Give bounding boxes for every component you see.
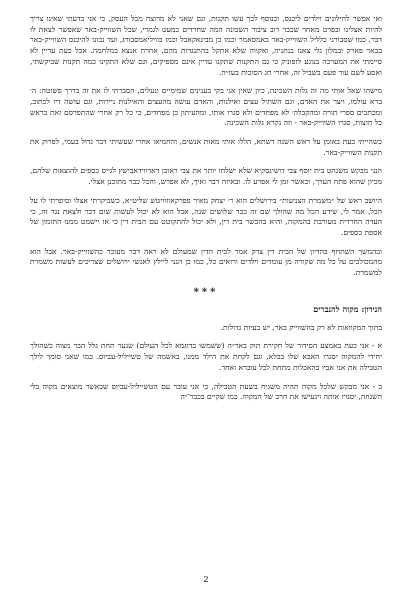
- paragraph: כשהייתי כעת באומן על ראש השנה דשתא, הללו אותי מאות אנשים, והחמיאו אחרי שעשיתי דבר גדול בעמי, לפרוק את תקנות השווייק-באר.: [30, 137, 382, 157]
- paragraph: ב - אני מבקש שלכל מקוה תהיה משגיח בשעת הטבילה, כי אני עובר עם הטשייליל-עביוס שכאשר מוצאים מקוה בלי השגחה, יסגרו אותה וינעישו את הרב של המקוה. כמו שקיים בכבר־יה: [30, 381, 382, 402]
- paragraph: א - אני כעת באמצע הסידור של חקירת תוק באר״ה (ששמשו בדוגמא לכל העולם) שגער תחת גלל הבר מצוה כשהולך יחידי להמקוה יסגרו האבא שלו בכלא, וגם לקחת את הילד ממנו, באשמה של טשייליל-עביוס. כמו שאני סומך לילך הטבילה את אני אביו בהאכלות מתחת לכל עוברא ואחד.: [30, 341, 382, 372]
- paragraph: בתוך המקוואות לא רק בהשווייק באר, יש בעיות גדולות.: [220, 322, 382, 332]
- paragraph: מישהו שאל אותי מה זה גלות השכינה, כיון שאין אני בקי בענינים שמימיים ונעלים, הסברתי לו את זה בדרך פשוטה: ה׳ ברא עולמו, ויצר את האדם, וגם השתיל עצים ואילנות, והאדם עושה מהעצים והאילנות ניירות, וגם עושה דיו לכתוב, ומכתבים ספרי תורה ומהקבלה׳ לא מפחדים ולא סגרו אותו, ומהעיתון כן מפחדים, כי כל רק אחרי שהתפרסם זאת בראש כל חוצות, סגרו השווייק-באר - וזה נקרא גלות השכינה.: [30, 86, 382, 128]
- paragraph: ובהמשך השתחף בהדיון של הבית דין צדק אמר לבית הדין שמעולם לא ראה דבר מעוכר כהשווייק-באר. אבל הוא מהמכולכים על כל מה שקורה מן עומדים וילדים ורואים כל, כמו כן הנני ליילץ לאנשי ירושלים שצריכים לעשות משמרת למשמרת.: [30, 246, 382, 278]
- paragraph: היושב ראש של ״משמרת הצניעות״ בירושלים הוא ר׳ יצחק מאיר פפרקאוזוויטש שליט״א, כשביקרתי אצלו וסיפרתי לו על הכל, אמר לי, שידע הכל מה שהולך שם זה כבר שלושים שנה, אבל הוא לא יכול לעשות שום דבר ולצאת נגד זה, כי העדה החרדית מעורבת בהמקוה, והיא בהכשר בית דין, ולא יכול להתקוטט עם הבית דין כי אז יישמט ממנו התזמון של אספת כספים.: [30, 195, 382, 237]
- paragraph: הנני מבקש משנהט בית יוסף צבי דושינסקיא שלא ישלחו יותר את צבי ראובן דאדווידאבישץ לגייס כספים להוצאות שלהם, מכיון שהוא פתח הערך, וכאשר זמן לי אפרע לו. ובאיזה דבר ואיך, לא אפרש, והכל כבר מתוכנן אצלי.: [30, 166, 382, 187]
- topic-heading: הנידון: מקוה להנברים: [313, 303, 382, 314]
- section-divider: ***: [193, 286, 219, 298]
- paragraph: ואי אפשר לחילונים וילדים ליכנס, ובנוסף לכך עשו תקנות, וגם שאני לא מרוצה מכל העסק, כי אני בדעתי שאינו צריך להיות אצלינו ובפרט מאחר שכבר רוב ציבור השכונה המה שחרדים כמעט לגמרי, שכל השווייק-באר שאפשר לצאת לו דבר, כמו שסבורני כלליל השווייק-באר באמסאמר וכמו כן מבינאקאבל וכמו בוויליאמסבורג, ועד נכונו להיכנס השווייק-באר בבאר פארק ובמלון גלי צאנז בנתניה, ואקווה שלא אתקל בהתנגדות מהם, אחרת אנצא במלחמה. אבל כעת עדיין לא סיימתי את המערכה בנוגע לזפוניק כי גם התקנות שתקנו עדיין אינם מספיקים, וגם שלא התקינו כמה תקנות שביקשתי, ואסע לשם עוד פעם בשביל זה, אחרי חג הסוכות בעז״ה.: [30, 14, 382, 77]
- page-number: 2: [203, 575, 209, 584]
